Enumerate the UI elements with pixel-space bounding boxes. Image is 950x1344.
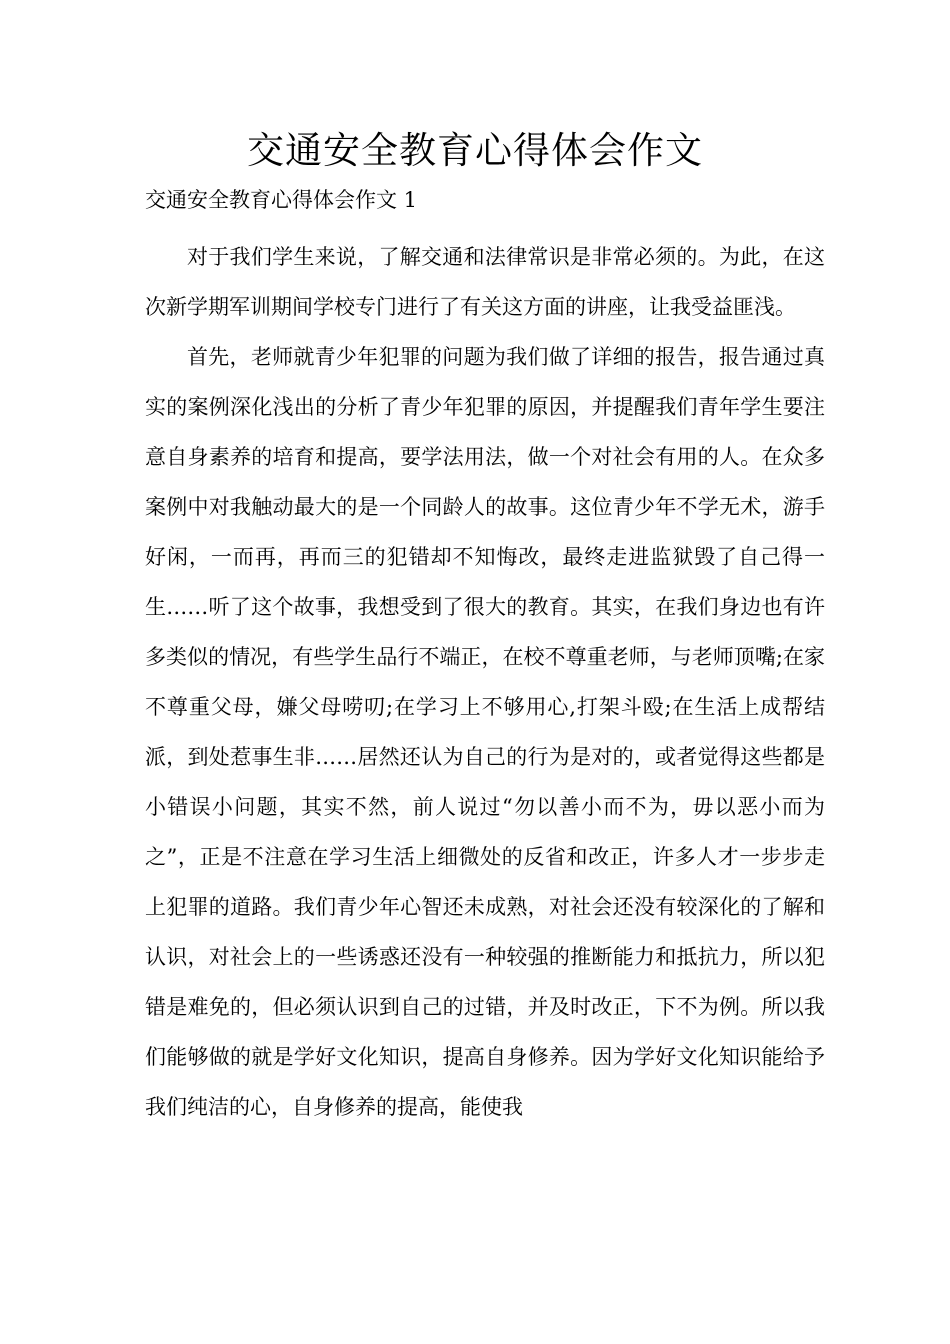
document-body (145, 232, 825, 1132)
paragraph-1: 对于我们学生来说，了解交通和法律常识是非常必须的。为此，在这次新学期军训期间学校专门进行了有关这方面的讲座，让我受益匪浅。 (145, 245, 825, 319)
document-title: 交通安全教育心得体会作文 (247, 129, 703, 172)
section-heading: 交通安全教育心得体会作文 1 (145, 188, 418, 212)
paragraph-2: 首先，老师就青少年犯罪的问题为我们做了详细的报告，报告通过真实的案例深化浅出的分析了青少年犯罪的原因，并提醒我们青年学生要注意自身素养的培育和提高，要学法用法，做一个对社会有用的人。在众多案例中对我触动最大的是一个同龄人的故事。这位青少年不学无术，游手好闲，一而再，再而三的犯错却不知悔改，最终走进监狱毁了自己得一生……听了这个故事，我想受到了很大的教育。其实，在我们身边也有许多类似的情况，有些学生品行不端正，在校不尊重老师，与老师顶嘴;在家不尊重父母，嫌父母唠叨;在学习上不够用心,打架斗殴;在生活上成帮结派，到处惹事生非……居然还认为自己的行为是对的，或者觉得这些都是小错误小问题，其实不然，前人说过“勿以善小而不为，毋以恶小而为之”，正是不注意在学习生活上细微处的反省和改正，许多人才一步步走上犯罪的道路。我们青少年心智还未成熟，对社会还没有较深化的了解和认识，对社会上的一些诱惑还没有一种较强的推断能力和抵抗力，所以犯错是难免的，但必须认识到自己的过错，并及时改正，下不为例。所以我们能够做的就是学好文化知识，提高自身修养。因为学好文化知识能给予我们纯洁的心，自身修养的提高，能使我 (145, 345, 825, 1119)
